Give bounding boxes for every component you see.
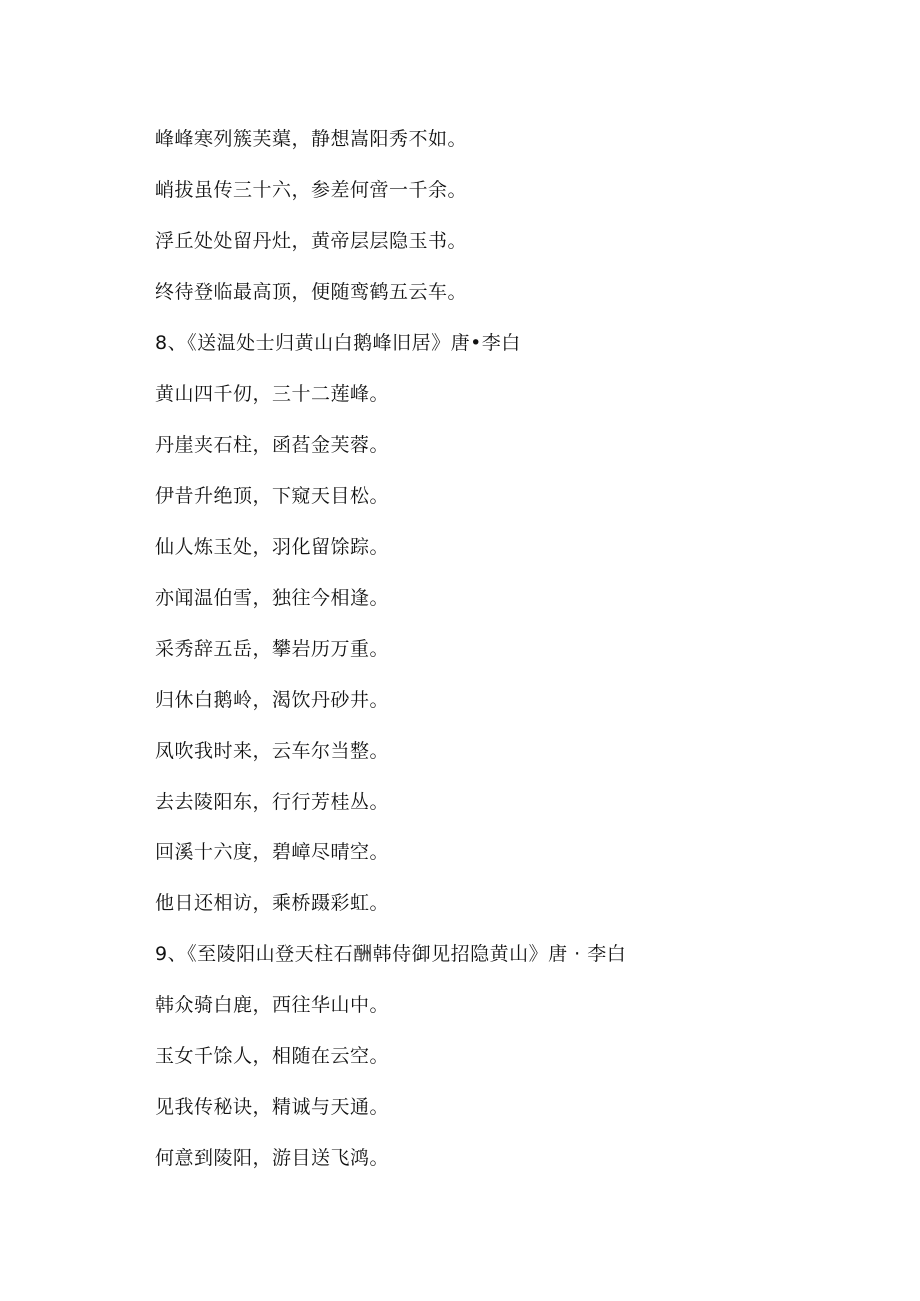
poem-heading: 9、《至陵阳山登天柱石酬韩侍御见招隐黄山》唐 · 李白 (155, 943, 627, 965)
poem-line: 他日还相访，乘桥蹑彩虹。 (155, 892, 390, 914)
poem-line: 采秀辞五岳，攀岩历万重。 (155, 638, 390, 660)
poem-line: 伊昔升绝顶，下窥天目松。 (155, 485, 390, 507)
poem-line: 去去陵阳东，行行芳桂丛。 (155, 791, 390, 813)
poem-line: 终待登临最高顶，便随鸾鹤五云车。 (155, 281, 468, 303)
poem-line: 峭拔虽传三十六，参差何啻一千余。 (155, 179, 468, 201)
poem-line: 韩众骑白鹿，西往华山中。 (155, 994, 390, 1016)
poem-line: 丹崖夹石柱，函萏金芙蓉。 (155, 434, 390, 456)
poem-line: 亦闻温伯雪，独往今相逢。 (155, 587, 390, 609)
poem-line: 玉女千馀人，相随在云空。 (155, 1045, 390, 1067)
poem-line: 何意到陵阳，游目送飞鸿。 (155, 1147, 390, 1169)
poem-line: 见我传秘诀，精诚与天通。 (155, 1096, 390, 1118)
poem-line: 归休白鹅岭，渴饮丹砂井。 (155, 689, 390, 711)
poem-heading: 8、《送温处士归黄山白鹅峰旧居》唐•李白 (155, 332, 521, 354)
poem-line: 回溪十六度，碧嶂尽晴空。 (155, 841, 390, 863)
poem-line: 浮丘处处留丹灶，黄帝层层隐玉书。 (155, 230, 468, 252)
poem-line: 峰峰寒列簇芙蕖，静想嵩阳秀不如。 (155, 128, 468, 150)
poem-line: 仙人炼玉处，羽化留馀踪。 (155, 536, 390, 558)
poem-line: 凤吹我时来，云车尔当整。 (155, 740, 390, 762)
poem-line: 黄山四千仞，三十二莲峰。 (155, 383, 390, 405)
